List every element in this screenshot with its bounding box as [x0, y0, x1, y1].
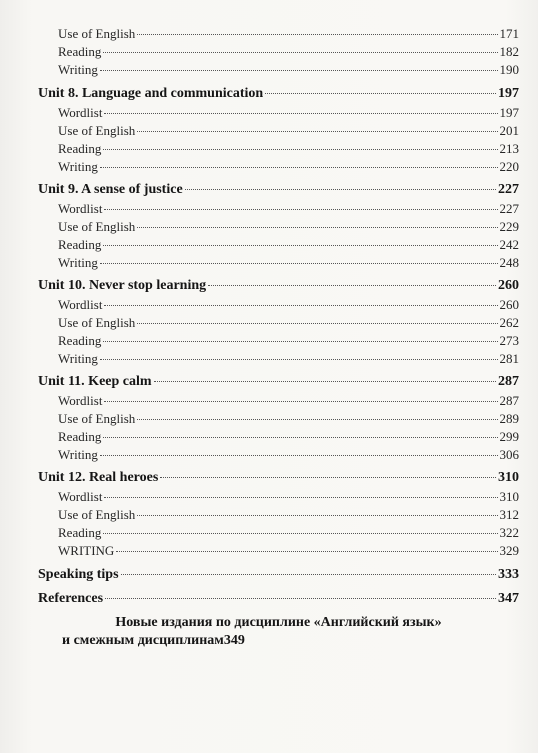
dot-leader	[154, 381, 496, 382]
toc-entry-page: 349	[223, 633, 245, 648]
dot-leader	[103, 52, 497, 53]
toc-entry	[58, 255, 519, 271]
toc-entry-label: Writing	[58, 255, 98, 270]
dot-leader	[104, 209, 497, 210]
toc-entry	[58, 297, 519, 313]
toc-entry	[58, 393, 519, 409]
dot-leader	[100, 263, 498, 264]
toc-entry	[58, 201, 519, 217]
toc-entry-label: References	[38, 591, 104, 606]
dot-leader	[137, 515, 497, 516]
toc-entry	[58, 44, 519, 60]
dot-leader	[265, 93, 496, 94]
toc-entry-label: Speaking tips	[38, 567, 119, 582]
dot-leader	[104, 497, 497, 498]
toc-entry-page: 281	[499, 351, 519, 366]
toc-entry-label: Writing	[58, 447, 98, 462]
toc-entry-label: Reading	[58, 429, 102, 444]
toc-entry-page: 347	[498, 591, 519, 606]
toc-entry-label: Reading	[58, 525, 102, 540]
toc-entry-label: Writing	[58, 62, 98, 77]
dot-leader	[104, 113, 497, 114]
dot-leader	[104, 305, 497, 306]
toc-section-heading	[38, 567, 519, 583]
toc-entry	[58, 525, 519, 541]
dot-leader	[104, 401, 497, 402]
toc-entry-label: Wordlist	[58, 489, 103, 504]
toc-entry-label: Reading	[58, 237, 102, 252]
toc-entry-page: 260	[498, 278, 519, 293]
toc-final-entry-line2: и смежным дисциплинам	[62, 633, 224, 648]
toc-entry-label: Unit 8. Language and communication	[38, 86, 264, 101]
toc-entry	[58, 429, 519, 445]
toc-entry	[58, 333, 519, 349]
dot-leader	[100, 359, 498, 360]
toc-entry-label: Use of English	[58, 123, 136, 138]
toc-entry-label: Wordlist	[58, 105, 103, 120]
toc-entry-label: Wordlist	[58, 393, 103, 408]
dot-leader	[137, 419, 497, 420]
toc-entry-label: Unit 10. Never stop learning	[38, 278, 207, 293]
toc-entry-page: 201	[499, 123, 519, 138]
dot-leader	[100, 455, 498, 456]
toc-section-heading	[38, 591, 519, 607]
toc-entry	[58, 219, 519, 235]
toc-entry-label: Writing	[58, 159, 98, 174]
toc-entry-page: 227	[499, 201, 519, 216]
toc-entry	[58, 489, 519, 505]
toc-entry-page: 227	[498, 182, 519, 197]
toc-entry-page: 329	[499, 543, 519, 558]
dot-leader	[137, 323, 497, 324]
toc-entry-page: 287	[498, 374, 519, 389]
toc-entry-label: Use of English	[58, 219, 136, 234]
toc-entry-page: 229	[499, 219, 519, 234]
toc-entry-page: 299	[499, 429, 519, 444]
toc-entry-page: 289	[499, 411, 519, 426]
toc-entry-label: Use of English	[58, 315, 136, 330]
toc-entry	[58, 105, 519, 121]
toc-entry-page: 333	[498, 567, 519, 582]
toc-entry-page: 306	[499, 447, 519, 462]
dot-leader	[208, 285, 496, 286]
dot-leader	[121, 574, 496, 575]
toc-entry	[58, 351, 519, 367]
toc-entry	[58, 141, 519, 157]
toc-entry-page: 197	[499, 105, 519, 120]
toc-entry	[58, 123, 519, 139]
toc-entry	[58, 26, 519, 42]
dot-leader	[103, 341, 497, 342]
toc-entry-page: 260	[499, 297, 519, 312]
toc-entry	[58, 159, 519, 175]
toc-unit-heading	[38, 470, 519, 486]
toc-entry-page: 322	[499, 525, 519, 540]
toc-unit-heading	[38, 374, 519, 390]
toc-entry-label: Unit 11. Keep calm	[38, 374, 152, 389]
toc-entry-label: Use of English	[58, 411, 136, 426]
dot-leader	[103, 437, 497, 438]
toc-entry-label: Reading	[58, 44, 102, 59]
toc-entry-page: 310	[499, 489, 519, 504]
dot-leader	[100, 167, 498, 168]
toc-entry	[58, 507, 519, 523]
toc-entry-page: 310	[498, 470, 519, 485]
toc-entry-page: 262	[499, 315, 519, 330]
dot-leader	[103, 533, 497, 534]
toc-entry-label: WRITING	[58, 543, 115, 558]
toc-entry-label: Unit 12. Real heroes	[38, 470, 159, 485]
dot-leader	[100, 70, 498, 71]
dot-leader	[103, 245, 497, 246]
toc-entry	[58, 543, 519, 559]
toc-entry	[58, 237, 519, 253]
dot-leader	[185, 189, 496, 190]
toc-entry	[58, 411, 519, 427]
toc-final-entry	[38, 615, 519, 651]
dot-leader	[137, 131, 497, 132]
toc-final-entry-line2-row	[38, 633, 519, 651]
dot-leader	[137, 34, 497, 35]
toc-entry	[58, 447, 519, 463]
toc-entry-label: Wordlist	[58, 297, 103, 312]
toc-entry-page: 220	[499, 159, 519, 174]
toc-entry-page: 197	[498, 86, 519, 101]
toc-unit-heading	[38, 278, 519, 294]
toc-entry-page: 171	[499, 26, 519, 41]
dot-leader	[105, 598, 496, 599]
toc-entry-label: Unit 9. A sense of justice	[38, 182, 183, 197]
toc-entry-page: 182	[499, 44, 519, 59]
toc-unit-heading	[38, 86, 519, 102]
toc-entry-label: Use of English	[58, 26, 136, 41]
toc-entry-page: 190	[499, 62, 519, 77]
toc-entry-page: 242	[499, 237, 519, 252]
dot-leader	[137, 227, 497, 228]
toc-entry-label: Writing	[58, 351, 98, 366]
toc-unit-heading	[38, 182, 519, 198]
toc-entry-page: 248	[499, 255, 519, 270]
toc-entry-label: Reading	[58, 141, 102, 156]
toc-entry-label: Wordlist	[58, 201, 103, 216]
toc-entry	[58, 315, 519, 331]
dot-leader	[116, 551, 497, 552]
toc-entry-label: Reading	[58, 333, 102, 348]
toc-entry-page: 213	[499, 141, 519, 156]
toc-entry	[58, 62, 519, 78]
toc-entry-page: 287	[499, 393, 519, 408]
toc-entry-page: 273	[499, 333, 519, 348]
dot-leader	[160, 477, 496, 478]
toc-entry-page: 312	[499, 507, 519, 522]
dot-leader	[103, 149, 497, 150]
toc-entry-label: Use of English	[58, 507, 136, 522]
toc-final-entry-line1: Новые издания по дисциплине «Английский язык»	[115, 615, 442, 630]
